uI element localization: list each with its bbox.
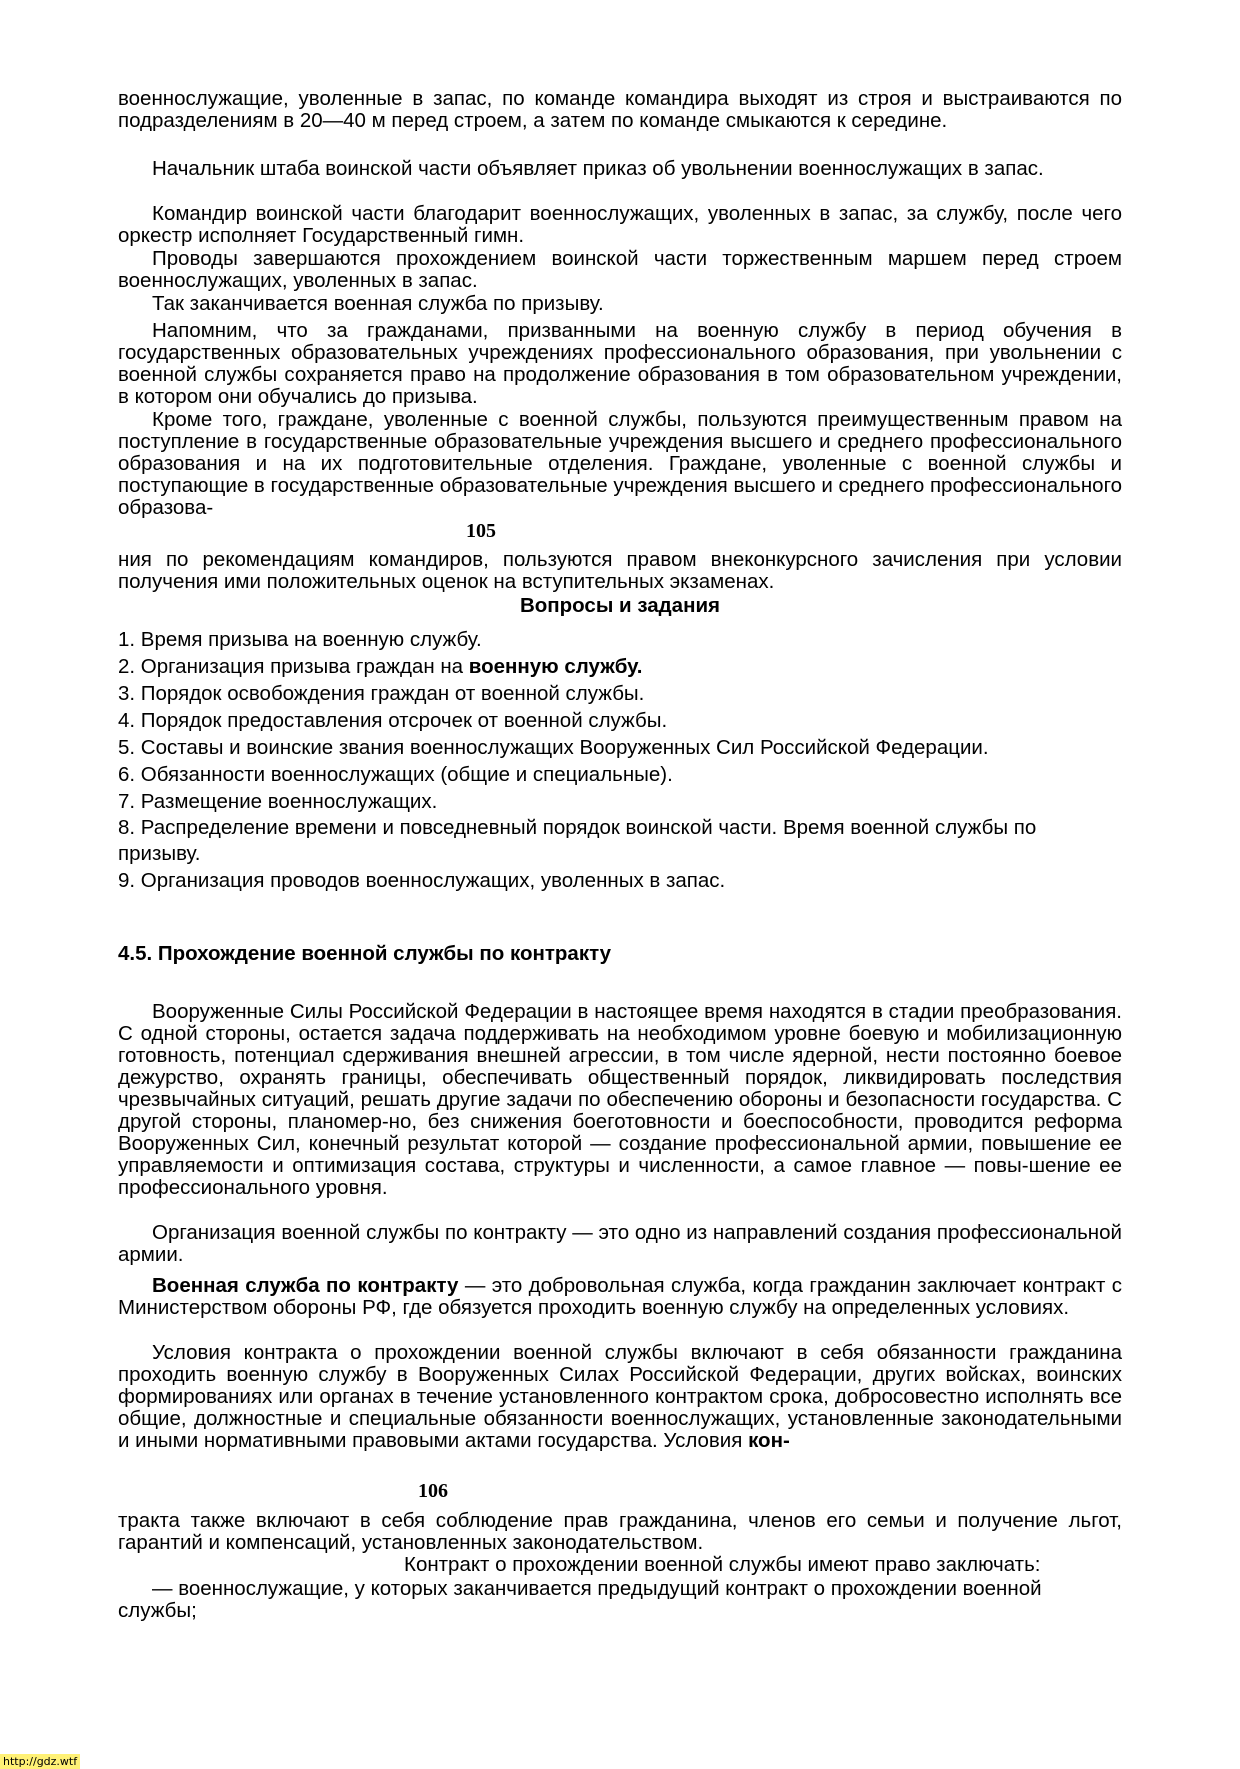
question-item: 3. Порядок освобождения граждан от военной службы. bbox=[118, 682, 645, 705]
paragraph: ния по рекомендациям командиров, пользуются правом внеконкурсного зачисления при условии получения ими положительных оценок на вступительных экзаменах. bbox=[118, 548, 1122, 593]
paragraph: Напомним, что за гражданами, призванными на военную службу в период обучения в государственных образовательных учреждениях профессионального образования, при увольнении с военной службы сохраняется право на продолжение образования в том образовательном учреждении, в котором они обучались до призыва. bbox=[118, 319, 1122, 408]
question-item: 4. Порядок предоставления отсрочек от военной службы. bbox=[118, 709, 668, 732]
paragraph: Кроме того, граждане, уволенные с военной службы, пользуются преимущественным правом на поступление в государственные образовательные учреждения высшего и среднего профессионального образования и на их подготовительные отделения. Граждане, уволенные с военной службы и поступающие в государственные образовательные учреждения высшего и среднего профессионального образова- bbox=[118, 408, 1122, 519]
page-number: 106 bbox=[418, 1480, 448, 1502]
question-item: 6. Обязанности военнослужащих (общие и специальные). bbox=[118, 763, 673, 786]
paragraph: Вооруженные Силы Российской Федерации в настоящее время находятся в стадии преобразования. С одной стороны, остается задача поддерживать на необходимом уровне боевую и мобилизационную готовность, потенциал сдерживания внешней агрессии, в том числе ядерной, нести постоянно боевое дежурство, охранять границы, обеспечивать общественный порядок, ликвидировать последствия чрезвычайных ситуаций, решать другие задачи по обеспечению обороны и безопасности государства. С другой стороны, планомер-но, без снижения боеготовности и боеспособности, проводится реформа Вооруженных Сил, конечный результат которой — создание профессиональной армии, повышение ее управляемости и оптимизация состава, структуры и численности, а самое главное — повы-шение ее профессионального уровня. bbox=[118, 1000, 1122, 1199]
paragraph: тракта также включают в себя соблюдение прав гражданина, членов его семьи и получение льгот, гарантий и компенсаций, установленных законодательством. bbox=[118, 1509, 1122, 1554]
paragraph: Условия контракта о прохождении военной службы включают в себя обязанности гражданина проходить военную службу в Вооруженных Силах Российской Федерации, других войсках, воинских формированиях или органах в течение установленного контрактом срока, добросовестно исполнять все общие, должностные и специальные обязанности военнослужащих, установленные законодательными и иными нормативными правовыми актами государства. Условия кон- bbox=[118, 1341, 1122, 1452]
paragraph: Проводы завершаются прохождением воинской части торжественным маршем перед строем военнослужащих, уволенных в запас. bbox=[118, 247, 1122, 292]
paragraph: Организация военной службы по контракту — это одно из направлений создания профессиональной армии. bbox=[118, 1221, 1122, 1266]
question-item: 8. Распределение времени и повседневный порядок воинской части. Время военной службы по призыву. bbox=[118, 816, 1037, 865]
definition-paragraph: Военная служба по контракту — это добровольная служба, когда гражданин заключает контракт с Министерством обороны РФ, где обязуется проходить военную службу на определенных условиях. bbox=[118, 1274, 1123, 1319]
question-item: 9. Организация проводов военнослужащих, уволенных в запас. bbox=[118, 869, 726, 892]
list-item: — военнослужащие, у которых заканчивается предыдущий контракт о прохождении военной службы; bbox=[118, 1577, 1042, 1622]
questions-list bbox=[118, 626, 1122, 894]
paragraph: военнослужащие, уволенные в запас, по команде командира выходят из строя и выстраиваются по подразделениям в 20—40 м перед строем, а затем по команде смыкаются к середине. bbox=[118, 87, 1122, 132]
question-item: 1. Время призыва на военную службу. bbox=[118, 628, 482, 651]
paragraph: Командир воинской части благодарит военнослужащих, уволенных в запас, за службу, после чего оркестр исполняет Государственный гимн. bbox=[118, 202, 1122, 247]
question-item: 7. Размещение военнослужащих. bbox=[118, 790, 438, 813]
questions-heading: Вопросы и задания bbox=[519, 594, 721, 617]
question-item: 2. Организация призыва граждан на военную службу. bbox=[118, 655, 643, 678]
section-title: 4.5. Прохождение военной службы по контракту bbox=[118, 942, 612, 965]
question-item: 5. Составы и воинские звания военнослужащих Вооруженных Сил Российской Федерации. bbox=[118, 736, 989, 759]
paragraph: Контракт о прохождении военной службы имеют право заключать: bbox=[404, 1553, 1041, 1576]
paragraph: Начальник штаба воинской части объявляет приказ об увольнении военнослужащих в запас. bbox=[152, 157, 1044, 180]
page-number: 105 bbox=[466, 520, 496, 542]
footer-link[interactable]: http://gdz.wtf bbox=[0, 1754, 80, 1769]
paragraph: Так заканчивается военная служба по призыву. bbox=[152, 292, 604, 315]
